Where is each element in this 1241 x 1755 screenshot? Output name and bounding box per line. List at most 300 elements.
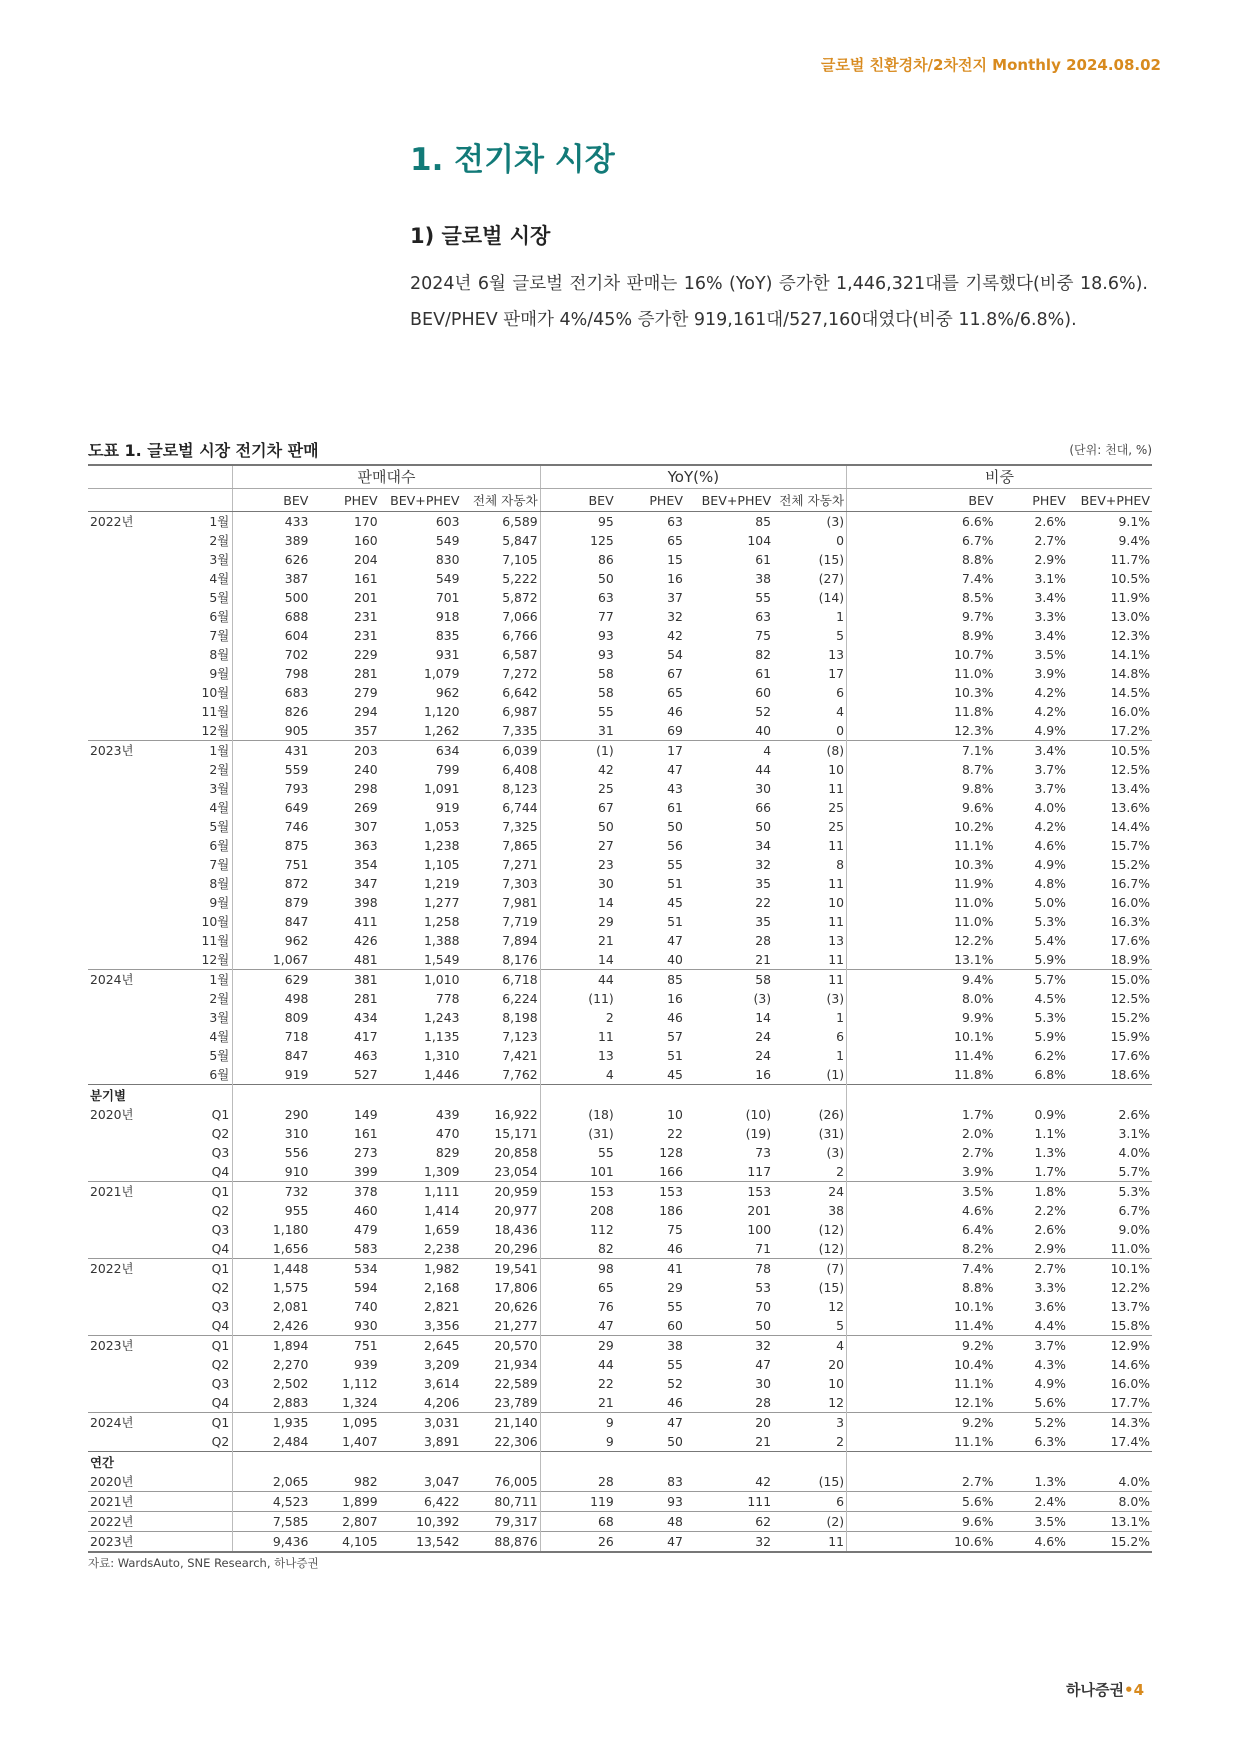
table-cell: 10.7% [847, 645, 996, 664]
table-row [88, 721, 1152, 741]
table-cell: 44 [755, 762, 772, 777]
row-period: 7월 [164, 855, 233, 874]
table-cell: 363 [353, 838, 378, 853]
table-cell: 160 [353, 533, 378, 548]
row-year [88, 588, 164, 607]
table-cell: 2.7% [1034, 533, 1066, 548]
table-cell: 240 [353, 762, 378, 777]
table-cell: 5 [836, 1318, 845, 1333]
table-cell: 481 [353, 952, 378, 967]
row-period [164, 1492, 233, 1512]
table-cell: 629 [233, 970, 311, 990]
row-year [88, 1046, 164, 1065]
table-cell: 60 [755, 685, 772, 700]
row-year: 2020년 [90, 1474, 134, 1489]
table-cell: 104 [747, 533, 772, 548]
table-cell: 2,270 [272, 1357, 309, 1372]
row-year [88, 664, 164, 683]
column-header: BEV+PHEV [380, 489, 462, 512]
table-cell: 4.2% [1034, 704, 1066, 719]
table-row [88, 1124, 1152, 1143]
table-cell: 11.9% [1110, 590, 1150, 605]
table-cell: 910 [284, 1164, 309, 1179]
row-year [88, 702, 164, 721]
table-cell: 21,934 [494, 1357, 538, 1372]
column-header: BEV [847, 489, 996, 512]
section-label-filler [996, 1085, 1068, 1106]
section-title: 1. 전기차 시장 [410, 142, 615, 178]
table-cell: 498 [284, 991, 309, 1006]
section-label-filler [540, 1085, 616, 1106]
table-cell: 201 [353, 590, 378, 605]
table-cell: 426 [353, 933, 378, 948]
table-cell: 15.2% [1068, 1532, 1152, 1553]
table-cell: 4.9% [1034, 1376, 1066, 1391]
table-cell: 56 [667, 838, 683, 853]
table-cell: 20,858 [494, 1145, 538, 1160]
row-year: 2023년 [88, 741, 164, 761]
table-cell: 4.5% [1034, 991, 1066, 1006]
table-row [88, 855, 1152, 874]
table-cell: 9,436 [233, 1532, 311, 1553]
table-cell: 6.7% [847, 531, 996, 550]
table-cell: 22 [667, 1126, 683, 1141]
row-year [88, 779, 164, 798]
table-cell: 688 [284, 609, 309, 624]
table-cell: 1,982 [380, 1259, 462, 1279]
table-cell: 25 [540, 779, 616, 798]
table-cell: 378 [310, 1182, 379, 1202]
row-period: 4월 [164, 798, 233, 817]
table-cell: (15) [818, 1280, 845, 1295]
table-cell: 13.4% [1110, 781, 1150, 796]
table-cell: 1 [836, 609, 845, 624]
table-cell: 1,180 [272, 1222, 309, 1237]
table-cell: 2,807 [310, 1512, 379, 1532]
table-cell: 4 [540, 1065, 616, 1085]
table-row [88, 1201, 1152, 1220]
table-cell: 1,659 [423, 1222, 460, 1237]
table-cell: 3.7% [1034, 781, 1066, 796]
table-cell: 27 [540, 836, 616, 855]
table-cell: 1,310 [423, 1048, 460, 1063]
table-cell: 2,081 [272, 1299, 309, 1314]
table-cell: 13.1% [847, 950, 996, 970]
table-cell: 208 [540, 1201, 616, 1220]
table-cell: 3.4% [996, 741, 1068, 761]
table-cell: 65 [540, 1278, 616, 1297]
table-cell: 549 [435, 533, 460, 548]
table-row [88, 512, 1152, 532]
table-cell: 68 [540, 1512, 616, 1532]
table-cell: 12.3% [1110, 628, 1150, 643]
table-cell: 0.9% [1034, 1107, 1066, 1122]
table-cell: 14.6% [1110, 1357, 1150, 1372]
section-label-filler [310, 1085, 379, 1106]
row-period: 9월 [164, 664, 233, 683]
table-cell: 13 [828, 647, 845, 662]
table-cell: 46 [667, 1241, 683, 1256]
table-cell: 8,123 [502, 781, 538, 796]
table-cell: (19) [745, 1126, 772, 1141]
table-cell: 11.0% [1110, 1241, 1150, 1256]
table-cell: 61 [755, 552, 772, 567]
table-cell: 24 [755, 1029, 772, 1044]
table-cell: 18,436 [494, 1222, 538, 1237]
table-cell: 962 [435, 685, 460, 700]
table-cell: 6,039 [461, 741, 540, 761]
table-cell: 11.7% [1110, 552, 1150, 567]
table-cell: 470 [435, 1126, 460, 1141]
table-cell: 20,296 [494, 1241, 538, 1256]
table-cell: 95 [540, 512, 616, 532]
table-cell: 11.0% [847, 912, 996, 931]
column-header: BEV [233, 489, 311, 512]
table-cell: 4 [836, 704, 845, 719]
table-cell: 41 [616, 1259, 685, 1279]
table-cell: 11.8% [847, 702, 996, 721]
table-cell: 6,224 [502, 991, 538, 1006]
table-cell: 55 [667, 1357, 683, 1372]
row-period: 11월 [164, 931, 233, 950]
table-cell: 1.3% [1034, 1474, 1066, 1489]
table-cell: 1,067 [272, 952, 309, 967]
table-cell: 1,656 [272, 1241, 309, 1256]
table-title: 도표 1. 글로벌 시장 전기차 판매 [88, 441, 319, 460]
table-cell: 17 [828, 666, 845, 681]
table-cell: 5.9% [1034, 952, 1066, 967]
table-cell: 13 [828, 933, 845, 948]
row-period: Q1 [164, 1413, 233, 1433]
table-cell: 186 [659, 1203, 683, 1218]
table-cell: 875 [284, 838, 309, 853]
table-cell: 20,626 [494, 1299, 538, 1314]
table-row [88, 931, 1152, 950]
row-year [88, 1239, 164, 1259]
table-cell: 7,303 [502, 876, 538, 891]
table-cell: 2,502 [272, 1376, 309, 1391]
table-cell: 149 [353, 1107, 378, 1122]
table-cell: 12.2% [847, 931, 996, 950]
table-cell: 15.9% [1110, 1029, 1150, 1044]
row-period: 3월 [164, 1008, 233, 1027]
table-cell: 11 [828, 838, 845, 853]
row-year [88, 1162, 164, 1182]
table-cell: 4.2% [1034, 819, 1066, 834]
row-year [88, 931, 164, 950]
table-cell: 2 [836, 1164, 845, 1179]
table-cell: 28 [540, 1472, 616, 1492]
row-year [88, 1220, 164, 1239]
table-cell: 8.7% [847, 760, 996, 779]
table-cell: 7.1% [847, 741, 996, 761]
table-cell: 603 [435, 514, 460, 529]
row-year: 2024년 [88, 970, 164, 990]
table-cell: 1,446 [423, 1067, 460, 1082]
table-cell: 4.0% [1118, 1474, 1150, 1489]
row-year [88, 817, 164, 836]
table-cell: 20,959 [461, 1182, 540, 1202]
table-cell: (8) [773, 741, 846, 761]
row-period: 10월 [164, 683, 233, 702]
table-cell: 16.7% [1110, 876, 1150, 891]
row-period: 2월 [164, 760, 233, 779]
table-row [88, 531, 1152, 550]
table-cell: 5.3% [1034, 1010, 1066, 1025]
table-cell: 11 [773, 970, 846, 990]
table-cell: 203 [310, 741, 379, 761]
table-cell: 6,718 [461, 970, 540, 990]
table-cell: 125 [540, 531, 616, 550]
table-cell: 14.3% [1068, 1413, 1152, 1433]
table-cell: 63 [667, 514, 683, 529]
table-cell: 3,891 [423, 1434, 460, 1449]
table-cell: 6.3% [1034, 1434, 1066, 1449]
row-period: 10월 [164, 912, 233, 931]
table-cell: 3.5% [996, 1512, 1068, 1532]
table-cell: 5.7% [1118, 1164, 1150, 1179]
table-cell: 298 [353, 781, 378, 796]
row-period [164, 1512, 233, 1532]
row-year [88, 1065, 164, 1085]
table-cell: 75 [667, 1222, 683, 1237]
table-cell: 73 [755, 1145, 772, 1160]
table-cell: 4.8% [1034, 876, 1066, 891]
table-cell: 26 [540, 1532, 616, 1553]
table-cell: 10.6% [847, 1532, 996, 1553]
row-year: 2022년 [90, 514, 134, 529]
table-cell: 61 [667, 800, 683, 815]
table-cell: 583 [353, 1241, 378, 1256]
group-header-sales: 판매대수 [233, 465, 540, 489]
table-cell: 47 [540, 1316, 616, 1336]
table-cell: 14 [755, 1010, 772, 1025]
row-year [88, 1143, 164, 1162]
table-cell: 28 [755, 1395, 772, 1410]
row-year [88, 989, 164, 1008]
table-cell: 10.5% [1068, 741, 1152, 761]
table-cell: 29 [667, 1280, 683, 1295]
table-cell: 18.9% [1110, 952, 1150, 967]
table-cell: 11.0% [847, 664, 996, 683]
table-cell: 7,272 [502, 666, 538, 681]
row-year [88, 683, 164, 702]
table-cell: (31) [540, 1124, 616, 1143]
table-cell: 38 [755, 571, 772, 586]
table-cell: 21 [540, 1393, 616, 1413]
table-row [88, 1046, 1152, 1065]
table-cell: 9.7% [847, 607, 996, 626]
table-cell: 50 [755, 819, 772, 834]
row-year: 2021년 [88, 1182, 164, 1202]
row-period: 3월 [164, 779, 233, 798]
table-cell: 4.2% [1034, 685, 1066, 700]
row-period: 5월 [164, 588, 233, 607]
table-cell: 11 [773, 1532, 846, 1553]
table-cell: 17 [616, 741, 685, 761]
table-cell: 809 [284, 1010, 309, 1025]
table-cell: 1,120 [423, 704, 460, 719]
table-cell: 527 [353, 1067, 378, 1082]
table-cell: 0 [836, 533, 845, 548]
table-cell: (10) [745, 1107, 772, 1122]
table-cell: 5.7% [996, 970, 1068, 990]
table-cell: 4,206 [423, 1395, 460, 1410]
table-cell: 55 [540, 702, 616, 721]
table-cell: 1,095 [310, 1413, 379, 1433]
row-period: 7월 [164, 626, 233, 645]
table-cell: 231 [353, 609, 378, 624]
table-cell: 8.0% [847, 989, 996, 1008]
section-label-filler [233, 1452, 311, 1473]
table-row [88, 1220, 1152, 1239]
row-period: Q4 [164, 1239, 233, 1259]
row-period: Q4 [164, 1393, 233, 1413]
table-cell: 78 [685, 1259, 773, 1279]
table-cell: 1,407 [342, 1434, 378, 1449]
table-cell: 6,766 [502, 628, 538, 643]
table-cell: 6 [836, 1029, 845, 1044]
table-cell: 556 [284, 1145, 309, 1160]
table-cell: 62 [685, 1512, 773, 1532]
table-group-header [88, 465, 1152, 489]
table-cell: 381 [310, 970, 379, 990]
table-cell: 32 [755, 857, 772, 872]
row-period: 2월 [164, 531, 233, 550]
table-row [88, 1374, 1152, 1393]
table-cell: 12.3% [847, 721, 996, 741]
table-cell: 82 [540, 1239, 616, 1259]
table-cell: 649 [284, 800, 309, 815]
row-period: 4월 [164, 1027, 233, 1046]
table-cell: 20,977 [494, 1203, 538, 1218]
table-cell: 6,589 [502, 514, 538, 529]
table-cell: 919 [284, 1067, 309, 1082]
table-cell: 231 [353, 628, 378, 643]
table-cell: 3.5% [847, 1182, 996, 1202]
row-period: Q2 [164, 1201, 233, 1220]
table-cell: 2.2% [1034, 1203, 1066, 1218]
table-cell: 1,112 [342, 1376, 378, 1391]
table-cell: 463 [353, 1048, 378, 1063]
table-row [88, 1512, 1152, 1532]
table-cell: 5.6% [847, 1492, 996, 1512]
table-row [88, 989, 1152, 1008]
table-cell: 16,922 [494, 1107, 538, 1122]
table-cell: 16.3% [1110, 914, 1150, 929]
section-label-row [88, 1085, 1152, 1106]
table-cell: (12) [818, 1222, 845, 1237]
table-cell: 48 [616, 1512, 685, 1532]
table-cell: 32 [685, 1532, 773, 1553]
table-cell: 3,356 [423, 1318, 460, 1333]
table-cell: 76 [540, 1297, 616, 1316]
table-cell: 10,392 [380, 1512, 462, 1532]
table-cell: 847 [284, 1048, 309, 1063]
table-unit: (단위: 천대, %) [1069, 443, 1152, 457]
table-cell: 6,422 [380, 1492, 462, 1512]
table-cell: 398 [353, 895, 378, 910]
table-cell: 4.6% [996, 1532, 1068, 1553]
table-row [88, 1432, 1152, 1452]
table-cell: 38 [616, 1336, 685, 1356]
row-period: Q2 [164, 1278, 233, 1297]
table-cell: 2.6% [1034, 1222, 1066, 1237]
table-cell: 75 [755, 628, 772, 643]
table-cell: 53 [755, 1280, 772, 1295]
table-cell: 7.4% [847, 1259, 996, 1279]
table-cell: 918 [435, 609, 460, 624]
table-cell: 5.3% [1034, 914, 1066, 929]
table-cell: 5.4% [1034, 933, 1066, 948]
table-row [88, 1336, 1152, 1356]
table-cell: (31) [818, 1126, 845, 1141]
row-period: Q3 [164, 1297, 233, 1316]
table-row [88, 798, 1152, 817]
table-cell: 166 [659, 1164, 683, 1179]
table-cell: 1,105 [423, 857, 460, 872]
table-cell: 67 [540, 798, 616, 817]
table-cell: 16 [667, 571, 683, 586]
table-cell: 417 [353, 1029, 378, 1044]
table-cell: 431 [233, 741, 311, 761]
table-cell: 30 [755, 781, 772, 796]
table-cell: 3,209 [423, 1357, 460, 1372]
table-cell: 7,719 [502, 914, 538, 929]
table-cell: 58 [685, 970, 773, 990]
table-cell: 79,317 [461, 1512, 540, 1532]
table-row [88, 1278, 1152, 1297]
table-cell: 153 [540, 1182, 616, 1202]
table-cell: 15 [667, 552, 683, 567]
table-cell: 8.0% [1068, 1492, 1152, 1512]
table-cell: 46 [667, 1010, 683, 1025]
table-cell: 1,262 [423, 723, 460, 738]
row-year [88, 1316, 164, 1336]
table-cell: 32 [667, 609, 683, 624]
table-cell: 6.7% [1118, 1203, 1150, 1218]
table-cell: 10.1% [847, 1297, 996, 1316]
table-cell: 50 [540, 817, 616, 836]
table-cell: 7,762 [502, 1067, 538, 1082]
row-period: Q4 [164, 1162, 233, 1182]
table-cell: 847 [284, 914, 309, 929]
table-cell: 3.7% [996, 1336, 1068, 1356]
table-row [88, 626, 1152, 645]
table-cell: 3 [773, 1413, 846, 1433]
section-label-filler [233, 1085, 311, 1106]
table-cell: 1,309 [423, 1164, 460, 1179]
table-cell: 7.4% [847, 569, 996, 588]
table-cell: 17.2% [1110, 723, 1150, 738]
row-period: 1월 [164, 970, 233, 990]
table-cell: 3.9% [1034, 666, 1066, 681]
row-period [164, 1532, 233, 1553]
table-cell: (11) [540, 989, 616, 1008]
table-cell: 399 [353, 1164, 378, 1179]
table-cell: 7,325 [502, 819, 538, 834]
table-cell: 30 [755, 1376, 772, 1391]
table-cell: 3.1% [1034, 571, 1066, 586]
table-cell: 793 [284, 781, 309, 796]
table-cell: 112 [540, 1220, 616, 1239]
table-cell: 24 [755, 1048, 772, 1063]
table-cell: 8.2% [847, 1239, 996, 1259]
table-cell: 22,589 [494, 1376, 538, 1391]
brand-name: 하나증권 [1066, 1681, 1124, 1699]
table-cell: (1) [826, 1067, 845, 1082]
table-cell: 387 [284, 571, 309, 586]
